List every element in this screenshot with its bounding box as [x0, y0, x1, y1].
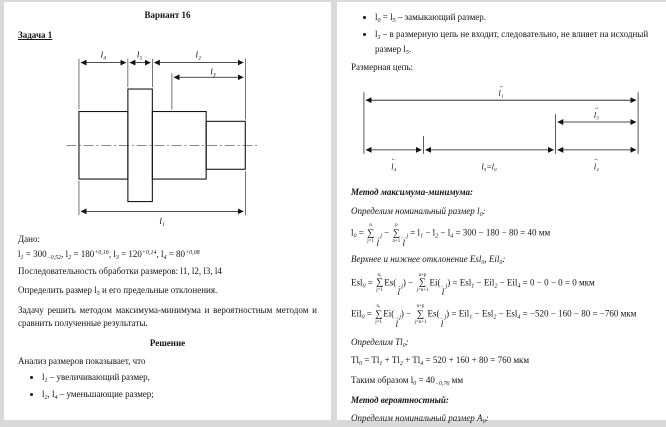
formula-nominal: $l_0$ = n ∑ j=1 → l $_j$ − p ∑ n+1 ← l $_j = l_1 - l_2 - l_4 = 300 - 180 - 80 = 40$ мм — [351, 223, 551, 248]
method-probabilistic-heading: Метод вероятностный: — [351, 394, 449, 405]
list-item: • $l_3$ – в размерную цепь не входит, следовательно, не влияет на исходный размер $l_5$. — [375, 28, 652, 58]
vector-arrow-icon: ← — [592, 156, 599, 163]
method-minmax-heading: Метод максимума-минимума: — [351, 187, 473, 198]
chain-label-l1: l₁ — [498, 89, 503, 99]
list-item: • $l_1$ – увеличивающий размер, — [42, 371, 317, 386]
deviation-intro: Верхнее и нижнее отклонение Esl$_0$, Eil$_0$: — [351, 253, 506, 266]
tolerance-intro: Определим $Tl_0$: — [351, 337, 409, 350]
formula-tolerance: $Tl_0 = Tl_1 + Tl_2 + Tl_4 = 520 + 160 + 80 = 760$ мкм — [351, 355, 530, 368]
variant-title: Вариант 16 — [144, 10, 191, 20]
dim-label-l3: l₃ — [209, 66, 216, 77]
formula-es: Esl$_0$ = n₁ ∑ j=1 Es( → l $_j$) − n+p ∑ j=n+1 Ei( ← l $_j$) = Esl$_1$ − Eil$_2$ − Eil$_4$ = 0 − 0 − 0 = 0 мкм — [351, 272, 595, 298]
solution-heading: Решение — [149, 337, 186, 348]
given-values: $l_1 = 300_{-0,52}$, $l_2 = 180^{+0,16}$, $l_3 = 120^{+0,14}$, $l_4 = 80^{+0,08}$ — [18, 249, 200, 262]
chain-label-l5: l₅=l₀ — [480, 163, 497, 173]
chain-label-l2: l₂ — [593, 163, 599, 173]
nominal-size-intro: Определим номинальный размер $l_0$: — [351, 205, 486, 218]
dim-label-l4: l₄ — [100, 49, 106, 60]
chain-label-l4: l₄ — [390, 163, 396, 173]
result-line: Таким образом $l_0 = 40_{-0,76}$ мм — [351, 374, 464, 387]
chain-connector-lines — [363, 93, 637, 155]
vector-arrow-icon: → — [497, 83, 504, 90]
analysis-list — [42, 371, 317, 403]
nominal-size-intro-2: Определим номинальный размер $A_0$: — [351, 413, 489, 426]
dimension-lines — [80, 62, 242, 211]
dimension-chain-diagram — [352, 78, 652, 178]
page-left — [4, 2, 331, 420]
shaft-drawing — [25, 45, 311, 227]
task-heading: Задача 1 — [18, 30, 53, 41]
dim-label-l1: l₁ — [158, 215, 165, 226]
extension-lines — [78, 59, 244, 216]
chain-notes-list — [375, 11, 652, 58]
analysis-intro: Анализ размеров показывает, что — [18, 356, 146, 367]
method-note: Задачу решить методом максимума-минимума и вероятностным методом и сравнить полученные результаты. — [18, 305, 317, 328]
dim-label-l2: l₂ — [195, 49, 201, 60]
vector-arrow-icon: → — [592, 105, 599, 112]
list-item: • $l_0 = l_5$ – замыкающий размер. — [375, 11, 652, 26]
chain-label-l3: l₃ — [593, 111, 599, 121]
formula-ei: Eil$_0$ = n₁ ∑ j=1 Ei( → l $_j$) − n+p ∑ j=n+1 Es( ← l $_j$) = Eil$_1$ − Esl$_2$ − Esl$_4$ = −520 − 160 − 80 = −760 мкм — [351, 304, 637, 330]
dim-label-l5: l₅ — [136, 49, 142, 60]
given-label: Дано: — [18, 233, 40, 244]
vector-arrow-icon: ← — [390, 156, 397, 163]
sequence-note: Последовательность обработки размеров: l1, l2, l3, l4 — [18, 266, 222, 277]
chain-caption: Размерная цепь: — [351, 62, 414, 72]
page-right — [337, 2, 666, 426]
find-note: Определить размер $l_5$ и его предельные отклонения. — [18, 284, 218, 297]
list-item: • $l_2$, $l_4$ – уменьшающие размер; — [42, 388, 317, 403]
